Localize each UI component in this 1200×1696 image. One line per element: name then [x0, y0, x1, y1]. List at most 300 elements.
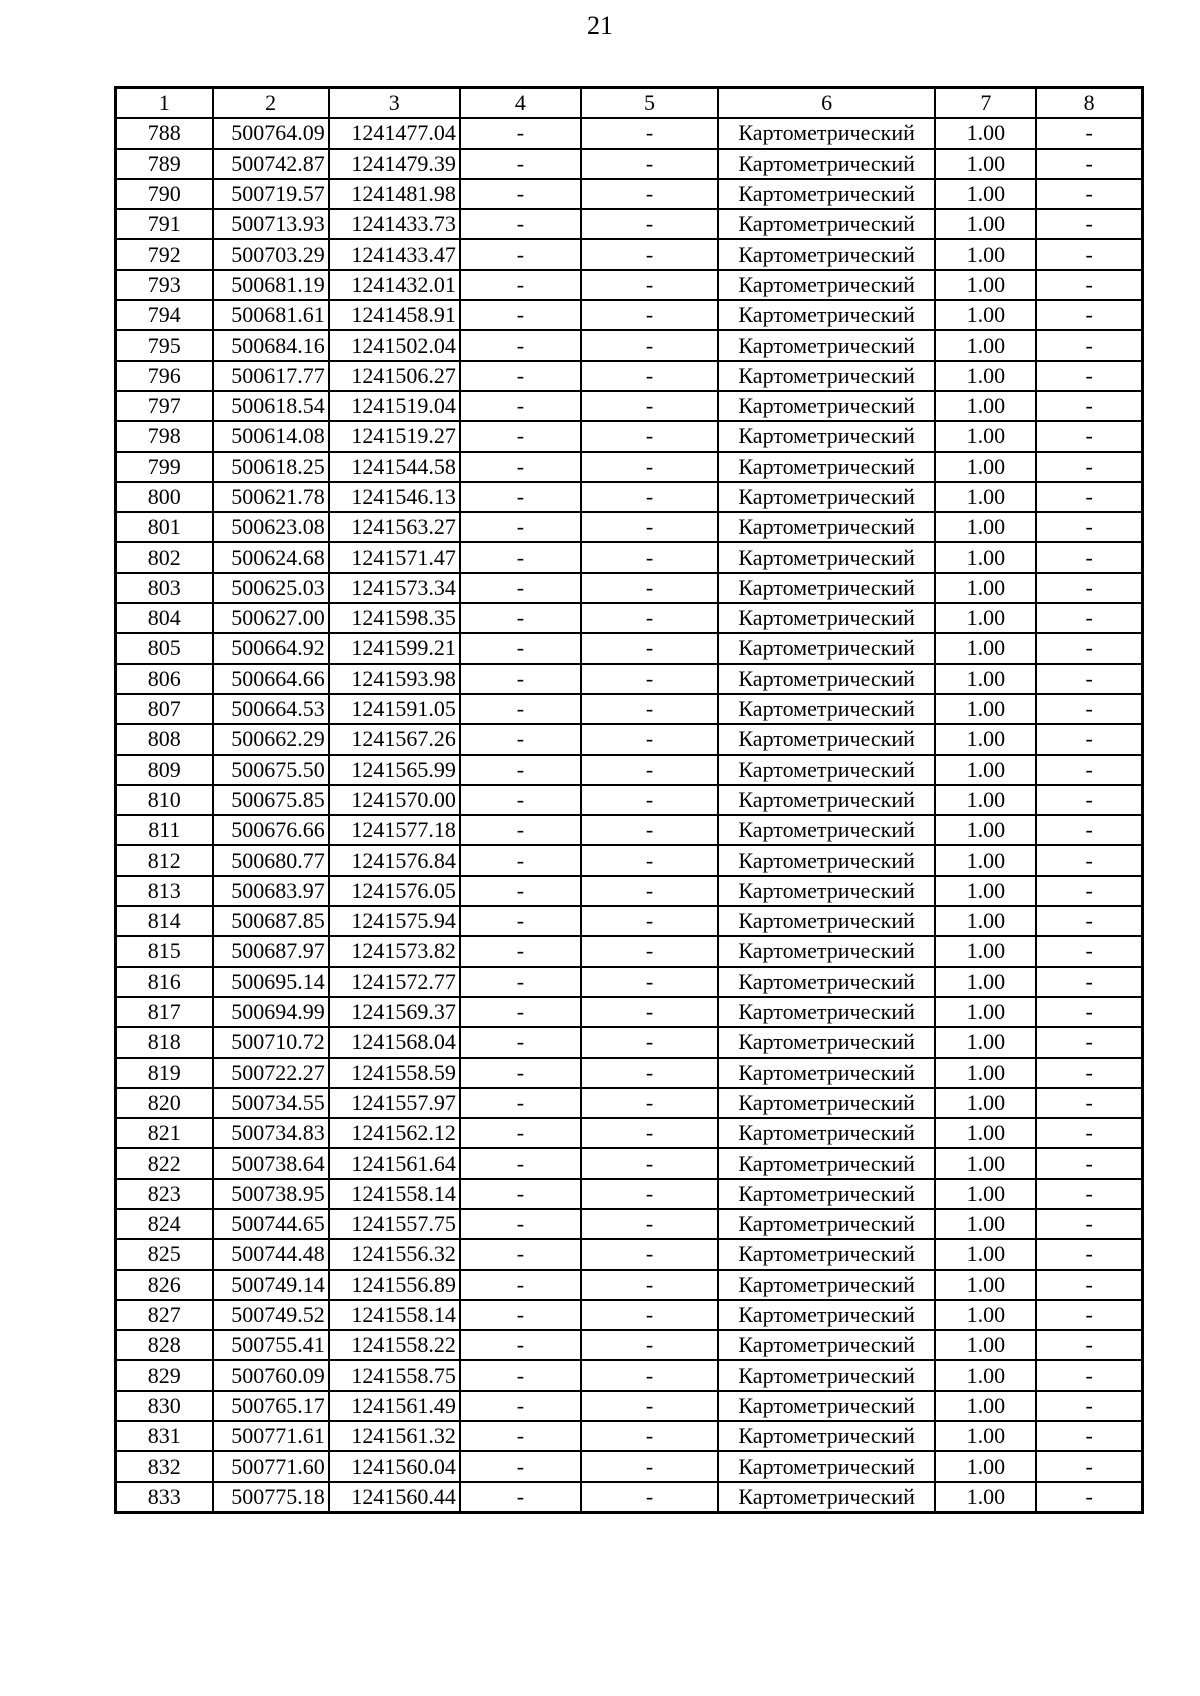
y-coordinate-cell: 1241519.04	[329, 391, 460, 421]
table-row	[116, 1179, 1143, 1209]
column-5-cell: -	[581, 270, 718, 300]
method-cell: Картометрический	[718, 118, 935, 148]
column-8-cell: -	[1036, 330, 1142, 360]
column-4-cell: -	[460, 1482, 581, 1513]
column-8-cell: -	[1036, 967, 1142, 997]
column-4-cell: -	[460, 1058, 581, 1088]
x-coordinate-cell: 500621.78	[213, 482, 329, 512]
column-4-cell: -	[460, 179, 581, 209]
point-number-cell: 796	[116, 361, 213, 391]
accuracy-cell: 1.00	[935, 1330, 1036, 1360]
point-number-cell: 826	[116, 1270, 213, 1300]
column-5-cell: -	[581, 1027, 718, 1057]
column-4-cell: -	[460, 967, 581, 997]
column-5-cell: -	[581, 1209, 718, 1239]
accuracy-cell: 1.00	[935, 1118, 1036, 1148]
y-coordinate-cell: 1241479.39	[329, 149, 460, 179]
column-header: 7	[935, 88, 1036, 119]
table-row	[116, 997, 1143, 1027]
column-8-cell: -	[1036, 755, 1142, 785]
accuracy-cell: 1.00	[935, 1058, 1036, 1088]
point-number-cell: 805	[116, 633, 213, 663]
column-header: 8	[1036, 88, 1142, 119]
point-number-cell: 816	[116, 967, 213, 997]
column-8-cell: -	[1036, 482, 1142, 512]
method-cell: Картометрический	[718, 512, 935, 542]
point-number-cell: 793	[116, 270, 213, 300]
column-5-cell: -	[581, 542, 718, 572]
y-coordinate-cell: 1241598.35	[329, 603, 460, 633]
accuracy-cell: 1.00	[935, 1239, 1036, 1269]
accuracy-cell: 1.00	[935, 179, 1036, 209]
table-row	[116, 1088, 1143, 1118]
column-4-cell: -	[460, 573, 581, 603]
accuracy-cell: 1.00	[935, 391, 1036, 421]
column-5-cell: -	[581, 1239, 718, 1269]
column-4-cell: -	[460, 1330, 581, 1360]
column-4-cell: -	[460, 300, 581, 330]
x-coordinate-cell: 500680.77	[213, 845, 329, 875]
y-coordinate-cell: 1241556.32	[329, 1239, 460, 1269]
method-cell: Картометрический	[718, 876, 935, 906]
method-cell: Картометрический	[718, 391, 935, 421]
accuracy-cell: 1.00	[935, 361, 1036, 391]
column-4-cell: -	[460, 270, 581, 300]
x-coordinate-cell: 500695.14	[213, 967, 329, 997]
column-5-cell: -	[581, 1148, 718, 1178]
method-cell: Картометрический	[718, 906, 935, 936]
column-5-cell: -	[581, 633, 718, 663]
accuracy-cell: 1.00	[935, 482, 1036, 512]
y-coordinate-cell: 1241561.49	[329, 1391, 460, 1421]
column-8-cell: -	[1036, 542, 1142, 572]
column-4-cell: -	[460, 239, 581, 269]
x-coordinate-cell: 500617.77	[213, 361, 329, 391]
column-8-cell: -	[1036, 876, 1142, 906]
column-4-cell: -	[460, 1421, 581, 1451]
x-coordinate-cell: 500664.66	[213, 664, 329, 694]
column-4-cell: -	[460, 633, 581, 663]
point-number-cell: 823	[116, 1179, 213, 1209]
x-coordinate-cell: 500687.97	[213, 936, 329, 966]
table-row	[116, 300, 1143, 330]
column-4-cell: -	[460, 118, 581, 148]
column-4-cell: -	[460, 1270, 581, 1300]
column-5-cell: -	[581, 1300, 718, 1330]
table-row	[116, 936, 1143, 966]
column-8-cell: -	[1036, 573, 1142, 603]
table-row	[116, 1270, 1143, 1300]
point-number-cell: 829	[116, 1360, 213, 1390]
point-number-cell: 789	[116, 149, 213, 179]
table-row	[116, 1451, 1143, 1481]
column-8-cell: -	[1036, 1330, 1142, 1360]
header-row	[116, 88, 1143, 119]
accuracy-cell: 1.00	[935, 118, 1036, 148]
method-cell: Картометрический	[718, 1058, 935, 1088]
point-number-cell: 799	[116, 452, 213, 482]
column-header: 4	[460, 88, 581, 119]
point-number-cell: 820	[116, 1088, 213, 1118]
point-number-cell: 806	[116, 664, 213, 694]
column-5-cell: -	[581, 1482, 718, 1513]
column-4-cell: -	[460, 361, 581, 391]
point-number-cell: 809	[116, 755, 213, 785]
column-8-cell: -	[1036, 1179, 1142, 1209]
x-coordinate-cell: 500676.66	[213, 815, 329, 845]
column-4-cell: -	[460, 542, 581, 572]
method-cell: Картометрический	[718, 1027, 935, 1057]
column-8-cell: -	[1036, 512, 1142, 542]
column-8-cell: -	[1036, 785, 1142, 815]
y-coordinate-cell: 1241556.89	[329, 1270, 460, 1300]
table-row	[116, 573, 1143, 603]
column-8-cell: -	[1036, 209, 1142, 239]
method-cell: Картометрический	[718, 1300, 935, 1330]
y-coordinate-cell: 1241593.98	[329, 664, 460, 694]
column-5-cell: -	[581, 724, 718, 754]
x-coordinate-cell: 500618.25	[213, 452, 329, 482]
table-row	[116, 1027, 1143, 1057]
table-row	[116, 694, 1143, 724]
point-number-cell: 795	[116, 330, 213, 360]
accuracy-cell: 1.00	[935, 906, 1036, 936]
column-4-cell: -	[460, 1027, 581, 1057]
point-number-cell: 788	[116, 118, 213, 148]
method-cell: Картометрический	[718, 936, 935, 966]
accuracy-cell: 1.00	[935, 421, 1036, 451]
accuracy-cell: 1.00	[935, 1088, 1036, 1118]
column-5-cell: -	[581, 361, 718, 391]
x-coordinate-cell: 500775.18	[213, 1482, 329, 1513]
accuracy-cell: 1.00	[935, 300, 1036, 330]
table-row	[116, 1391, 1143, 1421]
column-5-cell: -	[581, 421, 718, 451]
column-5-cell: -	[581, 694, 718, 724]
x-coordinate-cell: 500755.41	[213, 1330, 329, 1360]
column-4-cell: -	[460, 1391, 581, 1421]
column-8-cell: -	[1036, 300, 1142, 330]
accuracy-cell: 1.00	[935, 1148, 1036, 1178]
column-header: 6	[718, 88, 935, 119]
column-4-cell: -	[460, 1179, 581, 1209]
column-4-cell: -	[460, 694, 581, 724]
method-cell: Картометрический	[718, 1360, 935, 1390]
table-row	[116, 815, 1143, 845]
column-8-cell: -	[1036, 997, 1142, 1027]
accuracy-cell: 1.00	[935, 1482, 1036, 1513]
column-8-cell: -	[1036, 1118, 1142, 1148]
method-cell: Картометрический	[718, 239, 935, 269]
y-coordinate-cell: 1241563.27	[329, 512, 460, 542]
x-coordinate-cell: 500749.52	[213, 1300, 329, 1330]
x-coordinate-cell: 500771.61	[213, 1421, 329, 1451]
y-coordinate-cell: 1241558.14	[329, 1300, 460, 1330]
point-number-cell: 790	[116, 179, 213, 209]
column-4-cell: -	[460, 209, 581, 239]
x-coordinate-cell: 500675.85	[213, 785, 329, 815]
column-5-cell: -	[581, 664, 718, 694]
column-8-cell: -	[1036, 1239, 1142, 1269]
column-4-cell: -	[460, 1209, 581, 1239]
y-coordinate-cell: 1241576.05	[329, 876, 460, 906]
column-4-cell: -	[460, 724, 581, 754]
x-coordinate-cell: 500738.64	[213, 1148, 329, 1178]
table-row	[116, 179, 1143, 209]
column-5-cell: -	[581, 239, 718, 269]
point-number-cell: 824	[116, 1209, 213, 1239]
y-coordinate-cell: 1241458.91	[329, 300, 460, 330]
method-cell: Картометрический	[718, 1391, 935, 1421]
y-coordinate-cell: 1241477.04	[329, 118, 460, 148]
table-row	[116, 845, 1143, 875]
point-number-cell: 794	[116, 300, 213, 330]
method-cell: Картометрический	[718, 755, 935, 785]
x-coordinate-cell: 500734.55	[213, 1088, 329, 1118]
column-8-cell: -	[1036, 1058, 1142, 1088]
x-coordinate-cell: 500722.27	[213, 1058, 329, 1088]
column-8-cell: -	[1036, 118, 1142, 148]
table-row	[116, 876, 1143, 906]
y-coordinate-cell: 1241481.98	[329, 179, 460, 209]
column-5-cell: -	[581, 815, 718, 845]
table-row	[116, 239, 1143, 269]
y-coordinate-cell: 1241561.64	[329, 1148, 460, 1178]
table-row	[116, 1421, 1143, 1451]
y-coordinate-cell: 1241573.34	[329, 573, 460, 603]
column-8-cell: -	[1036, 694, 1142, 724]
table-row	[116, 330, 1143, 360]
x-coordinate-cell: 500771.60	[213, 1451, 329, 1481]
table-row	[116, 664, 1143, 694]
column-8-cell: -	[1036, 270, 1142, 300]
point-number-cell: 819	[116, 1058, 213, 1088]
column-5-cell: -	[581, 1360, 718, 1390]
column-5-cell: -	[581, 876, 718, 906]
x-coordinate-cell: 500765.17	[213, 1391, 329, 1421]
y-coordinate-cell: 1241546.13	[329, 482, 460, 512]
accuracy-cell: 1.00	[935, 270, 1036, 300]
accuracy-cell: 1.00	[935, 997, 1036, 1027]
table-row	[116, 633, 1143, 663]
column-5-cell: -	[581, 149, 718, 179]
column-4-cell: -	[460, 1451, 581, 1481]
column-5-cell: -	[581, 1330, 718, 1360]
point-number-cell: 822	[116, 1148, 213, 1178]
accuracy-cell: 1.00	[935, 694, 1036, 724]
method-cell: Картометрический	[718, 1239, 935, 1269]
column-5-cell: -	[581, 1179, 718, 1209]
column-4-cell: -	[460, 1360, 581, 1390]
column-5-cell: -	[581, 512, 718, 542]
point-number-cell: 807	[116, 694, 213, 724]
x-coordinate-cell: 500681.61	[213, 300, 329, 330]
column-8-cell: -	[1036, 149, 1142, 179]
point-number-cell: 803	[116, 573, 213, 603]
y-coordinate-cell: 1241433.73	[329, 209, 460, 239]
table-row	[116, 1058, 1143, 1088]
point-number-cell: 821	[116, 1118, 213, 1148]
y-coordinate-cell: 1241569.37	[329, 997, 460, 1027]
accuracy-cell: 1.00	[935, 239, 1036, 269]
column-8-cell: -	[1036, 906, 1142, 936]
x-coordinate-cell: 500703.29	[213, 239, 329, 269]
point-number-cell: 797	[116, 391, 213, 421]
column-8-cell: -	[1036, 815, 1142, 845]
accuracy-cell: 1.00	[935, 785, 1036, 815]
y-coordinate-cell: 1241502.04	[329, 330, 460, 360]
column-5-cell: -	[581, 997, 718, 1027]
method-cell: Картометрический	[718, 209, 935, 239]
table-row	[116, 724, 1143, 754]
y-coordinate-cell: 1241575.94	[329, 906, 460, 936]
table-row	[116, 1330, 1143, 1360]
x-coordinate-cell: 500627.00	[213, 603, 329, 633]
accuracy-cell: 1.00	[935, 1300, 1036, 1330]
column-4-cell: -	[460, 512, 581, 542]
column-5-cell: -	[581, 209, 718, 239]
table-row	[116, 482, 1143, 512]
column-8-cell: -	[1036, 603, 1142, 633]
x-coordinate-cell: 500749.14	[213, 1270, 329, 1300]
table-body	[116, 118, 1143, 1512]
column-5-cell: -	[581, 845, 718, 875]
column-8-cell: -	[1036, 1391, 1142, 1421]
column-4-cell: -	[460, 876, 581, 906]
x-coordinate-cell: 500710.72	[213, 1027, 329, 1057]
column-header: 5	[581, 88, 718, 119]
table-row	[116, 542, 1143, 572]
column-8-cell: -	[1036, 391, 1142, 421]
point-number-cell: 832	[116, 1451, 213, 1481]
table-row	[116, 906, 1143, 936]
column-8-cell: -	[1036, 1088, 1142, 1118]
accuracy-cell: 1.00	[935, 845, 1036, 875]
method-cell: Картометрический	[718, 300, 935, 330]
point-number-cell: 792	[116, 239, 213, 269]
point-number-cell: 811	[116, 815, 213, 845]
column-5-cell: -	[581, 1421, 718, 1451]
column-8-cell: -	[1036, 1482, 1142, 1513]
column-5-cell: -	[581, 1118, 718, 1148]
accuracy-cell: 1.00	[935, 1027, 1036, 1057]
point-number-cell: 801	[116, 512, 213, 542]
column-8-cell: -	[1036, 1209, 1142, 1239]
method-cell: Картометрический	[718, 361, 935, 391]
column-5-cell: -	[581, 967, 718, 997]
x-coordinate-cell: 500681.19	[213, 270, 329, 300]
column-8-cell: -	[1036, 179, 1142, 209]
table-row	[116, 1209, 1143, 1239]
method-cell: Картометрический	[718, 452, 935, 482]
column-4-cell: -	[460, 391, 581, 421]
point-number-cell: 827	[116, 1300, 213, 1330]
method-cell: Картометрический	[718, 330, 935, 360]
column-8-cell: -	[1036, 1300, 1142, 1330]
column-5-cell: -	[581, 330, 718, 360]
method-cell: Картометрический	[718, 1482, 935, 1513]
column-5-cell: -	[581, 573, 718, 603]
method-cell: Картометрический	[718, 421, 935, 451]
column-5-cell: -	[581, 906, 718, 936]
x-coordinate-cell: 500662.29	[213, 724, 329, 754]
column-4-cell: -	[460, 1239, 581, 1269]
column-4-cell: -	[460, 1300, 581, 1330]
table-row	[116, 1118, 1143, 1148]
x-coordinate-cell: 500764.09	[213, 118, 329, 148]
point-number-cell: 815	[116, 936, 213, 966]
point-number-cell: 812	[116, 845, 213, 875]
accuracy-cell: 1.00	[935, 512, 1036, 542]
column-5-cell: -	[581, 1391, 718, 1421]
accuracy-cell: 1.00	[935, 876, 1036, 906]
table-row	[116, 452, 1143, 482]
accuracy-cell: 1.00	[935, 1421, 1036, 1451]
column-4-cell: -	[460, 1088, 581, 1118]
y-coordinate-cell: 1241560.44	[329, 1482, 460, 1513]
column-8-cell: -	[1036, 1027, 1142, 1057]
table-row	[116, 209, 1143, 239]
x-coordinate-cell: 500742.87	[213, 149, 329, 179]
method-cell: Картометрический	[718, 997, 935, 1027]
column-4-cell: -	[460, 664, 581, 694]
accuracy-cell: 1.00	[935, 967, 1036, 997]
x-coordinate-cell: 500694.99	[213, 997, 329, 1027]
x-coordinate-cell: 500614.08	[213, 421, 329, 451]
column-8-cell: -	[1036, 664, 1142, 694]
y-coordinate-cell: 1241519.27	[329, 421, 460, 451]
y-coordinate-cell: 1241567.26	[329, 724, 460, 754]
y-coordinate-cell: 1241599.21	[329, 633, 460, 663]
point-number-cell: 831	[116, 1421, 213, 1451]
table-row	[116, 967, 1143, 997]
x-coordinate-cell: 500623.08	[213, 512, 329, 542]
column-5-cell: -	[581, 1058, 718, 1088]
point-number-cell: 825	[116, 1239, 213, 1269]
point-number-cell: 804	[116, 603, 213, 633]
method-cell: Картометрический	[718, 573, 935, 603]
point-number-cell: 828	[116, 1330, 213, 1360]
column-5-cell: -	[581, 452, 718, 482]
accuracy-cell: 1.00	[935, 633, 1036, 663]
accuracy-cell: 1.00	[935, 1270, 1036, 1300]
point-number-cell: 813	[116, 876, 213, 906]
accuracy-cell: 1.00	[935, 1209, 1036, 1239]
column-header: 2	[213, 88, 329, 119]
y-coordinate-cell: 1241572.77	[329, 967, 460, 997]
x-coordinate-cell: 500719.57	[213, 179, 329, 209]
column-4-cell: -	[460, 149, 581, 179]
y-coordinate-cell: 1241571.47	[329, 542, 460, 572]
column-8-cell: -	[1036, 239, 1142, 269]
method-cell: Картометрический	[718, 1148, 935, 1178]
y-coordinate-cell: 1241558.59	[329, 1058, 460, 1088]
point-number-cell: 817	[116, 997, 213, 1027]
column-8-cell: -	[1036, 1451, 1142, 1481]
method-cell: Картометрический	[718, 815, 935, 845]
x-coordinate-cell: 500760.09	[213, 1360, 329, 1390]
accuracy-cell: 1.00	[935, 542, 1036, 572]
method-cell: Картометрический	[718, 482, 935, 512]
method-cell: Картометрический	[718, 542, 935, 572]
x-coordinate-cell: 500734.83	[213, 1118, 329, 1148]
table-row	[116, 149, 1143, 179]
accuracy-cell: 1.00	[935, 149, 1036, 179]
column-4-cell: -	[460, 815, 581, 845]
y-coordinate-cell: 1241433.47	[329, 239, 460, 269]
point-number-cell: 800	[116, 482, 213, 512]
y-coordinate-cell: 1241565.99	[329, 755, 460, 785]
